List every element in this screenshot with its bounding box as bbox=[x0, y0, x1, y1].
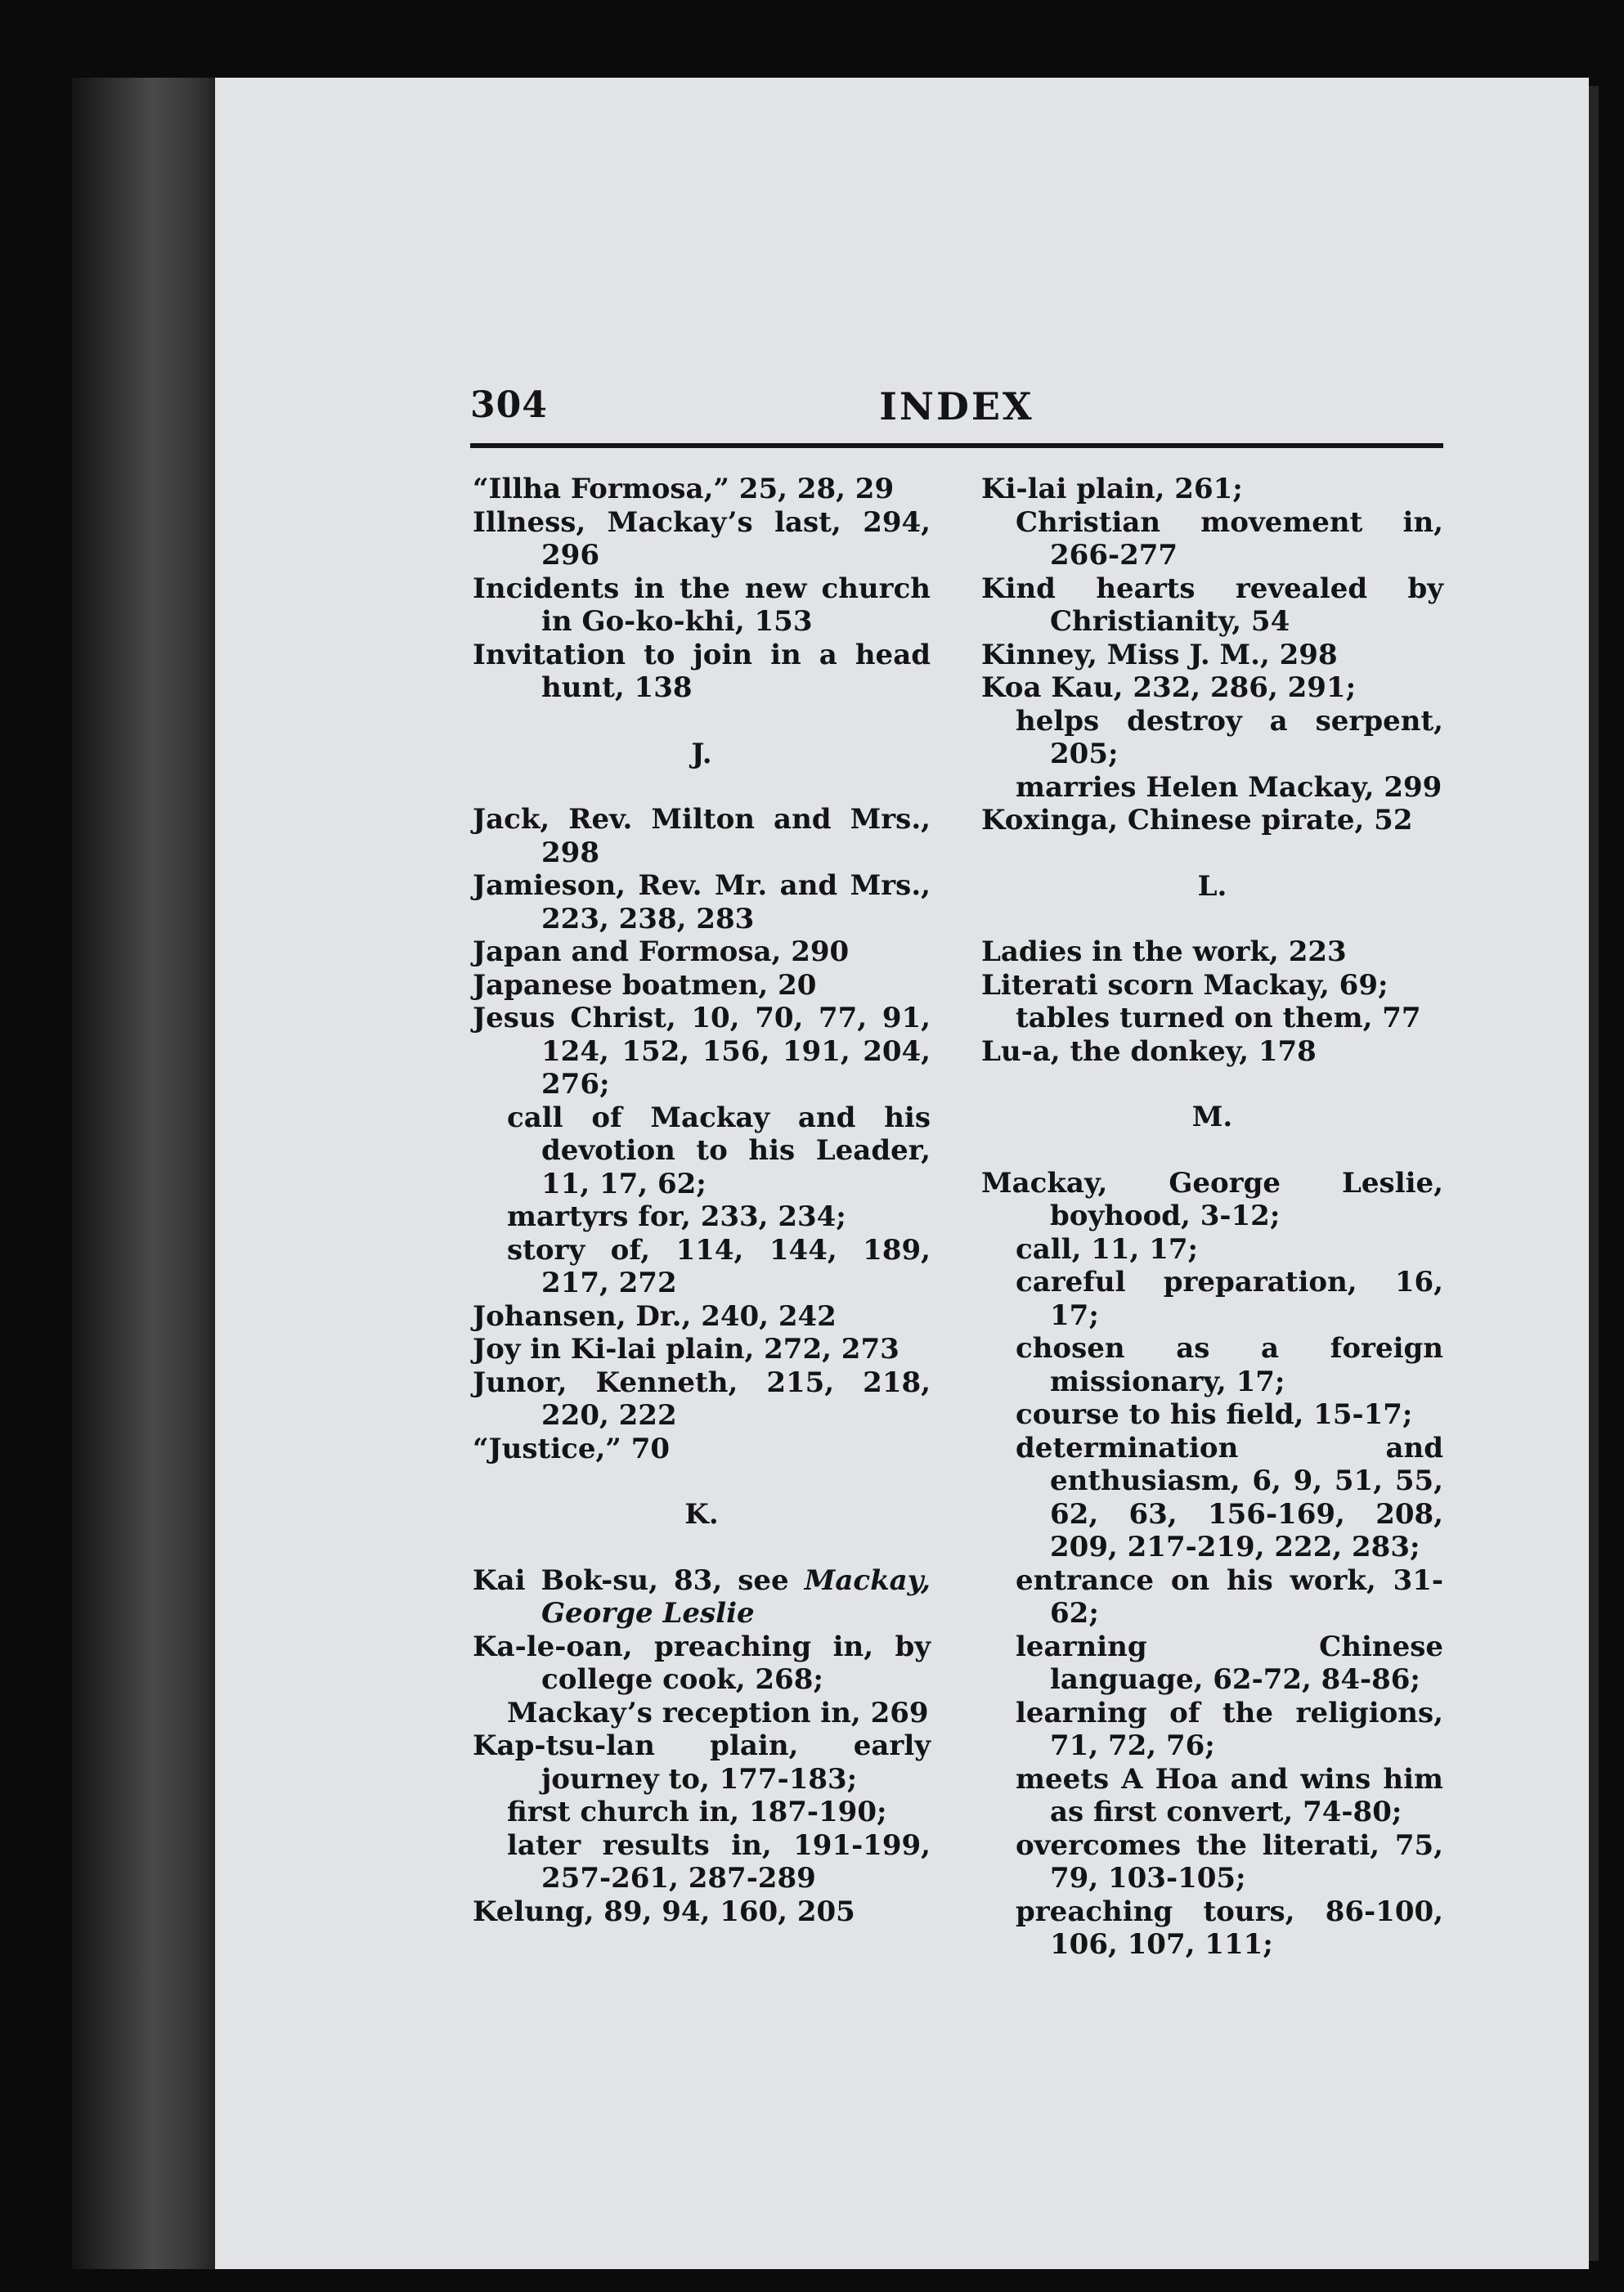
index-entry: Kind hearts revealed by Christianity, 54 bbox=[981, 572, 1443, 638]
index-subentry: call of Mackay and his devotion to his Leader, 11, 17, 62; bbox=[507, 1101, 931, 1200]
index-entry: “Illha Formosa,” 25, 28, 29 bbox=[473, 473, 895, 505]
index-subentry: course to his field, 15-17; bbox=[1016, 1398, 1413, 1431]
index-subentry: martyrs for, 233, 234; bbox=[507, 1200, 846, 1233]
index-subentry: overcomes the literati, 75, 79, 103-105; bbox=[1016, 1828, 1443, 1895]
index-entry: Ki-lai plain, 261; bbox=[981, 473, 1243, 505]
index-subentry: helps destroy a serpent, 205; bbox=[1016, 704, 1443, 770]
index-entry: Lu-a, the donkey, 178 bbox=[981, 1034, 1317, 1068]
header-rule bbox=[470, 443, 1443, 448]
index-subentry: preaching tours, 86-100, 106, 107, 111; bbox=[1016, 1895, 1443, 1961]
index-subentry: determination and enthusiasm, 6, 9, 51, 55, 62, 63, 156-169, 208, 209, 217-219, 222, 283; bbox=[1016, 1431, 1443, 1563]
index-subentry: call, 11, 17; bbox=[1016, 1232, 1199, 1266]
index-subentry: tables turned on them, 77 bbox=[1016, 1002, 1421, 1034]
index-subentry: entrance on his work, 31-62; bbox=[1016, 1563, 1443, 1630]
index-entry: Jesus Christ, 10, 70, 77, 91, 124, 152, 156, 191, 204, 276; bbox=[473, 1002, 931, 1101]
index-entry: Johansen, Dr., 240, 242 bbox=[473, 1299, 837, 1333]
index-entry: Literati scorn Mackay, 69; bbox=[981, 968, 1388, 1002]
index-subentry: Christian movement in, 266-277 bbox=[1016, 505, 1443, 572]
section-letter-m: M. bbox=[1191, 1101, 1233, 1133]
index-subentry: later results in, 191-199, 257-261, 287-289 bbox=[507, 1828, 931, 1895]
index-entry: Japanese boatmen, 20 bbox=[473, 968, 817, 1002]
index-subentry: first church in, 187-190; bbox=[507, 1796, 887, 1828]
index-subentry: Mackay’s reception in, 269 bbox=[507, 1696, 929, 1729]
index-entry: Joy in Ki-lai plain, 272, 273 bbox=[473, 1333, 899, 1366]
index-entry: Invitation to join in a head hunt, 138 bbox=[473, 638, 931, 704]
page-right-edge bbox=[1589, 86, 1599, 2261]
page-title: INDEX bbox=[879, 384, 1034, 428]
cross-reference: Mackay, George Leslie bbox=[541, 1563, 931, 1630]
index-entry: Kinney, Miss J. M., 298 bbox=[981, 638, 1338, 671]
index-subentry: chosen as a foreign missionary, 17; bbox=[1016, 1332, 1443, 1398]
index-subentry: careful preparation, 16, 17; bbox=[1016, 1266, 1443, 1332]
index-entry: Mackay, George Leslie, boyhood, 3-12; bbox=[981, 1166, 1443, 1232]
index-subentry: story of, 114, 144, 189, 217, 272 bbox=[507, 1233, 931, 1299]
index-entry: Incidents in the new church in Go-ko-khi, 153 bbox=[473, 572, 931, 638]
section-letter-k: K. bbox=[684, 1498, 719, 1531]
index-subentry: meets A Hoa and wins him as first convert, 74-80; bbox=[1016, 1762, 1443, 1828]
running-head bbox=[470, 384, 1443, 442]
index-column-right bbox=[981, 473, 1443, 1962]
index-entry: Jamieson, Rev. Mr. and Mrs., 223, 238, 283 bbox=[473, 869, 931, 935]
index-entry bbox=[473, 1564, 931, 1630]
index-subentry: marries Helen Mackay, 299 bbox=[1016, 770, 1442, 804]
index-entry: Junor, Kenneth, 215, 218, 220, 222 bbox=[473, 1366, 931, 1432]
index-subentry: learning Chinese language, 62-72, 84-86; bbox=[1016, 1630, 1443, 1696]
index-entry: Koa Kau, 232, 286, 291; bbox=[981, 671, 1357, 704]
index-entry: Ladies in the work, 223 bbox=[981, 935, 1347, 968]
index-entry: Jack, Rev. Milton and Mrs., 298 bbox=[473, 803, 931, 869]
book-cover-edge bbox=[72, 78, 219, 2269]
index-column-left bbox=[473, 473, 931, 1928]
section-letter-j: J. bbox=[691, 737, 712, 770]
index-entry: Japan and Formosa, 290 bbox=[473, 935, 850, 968]
index-entry: “Justice,” 70 bbox=[473, 1432, 671, 1465]
section-letter-l: L. bbox=[1197, 869, 1227, 903]
index-entry: Kap-tsu-lan plain, early journey to, 177-183; bbox=[473, 1729, 931, 1796]
index-entry: Koxinga, Chinese pirate, 52 bbox=[981, 804, 1413, 837]
index-entry: Kelung, 89, 94, 160, 205 bbox=[473, 1895, 855, 1928]
entry-text: Kai Bok-su, 83, see bbox=[473, 1563, 789, 1597]
index-entry: Ka-le-oan, preaching in, by college cook, 268; bbox=[473, 1630, 931, 1696]
index-entry: Illness, Mackay’s last, 294, 296 bbox=[473, 505, 931, 572]
index-subentry: learning of the religions, 71, 72, 76; bbox=[1016, 1696, 1443, 1762]
page-number: 304 bbox=[470, 384, 548, 426]
